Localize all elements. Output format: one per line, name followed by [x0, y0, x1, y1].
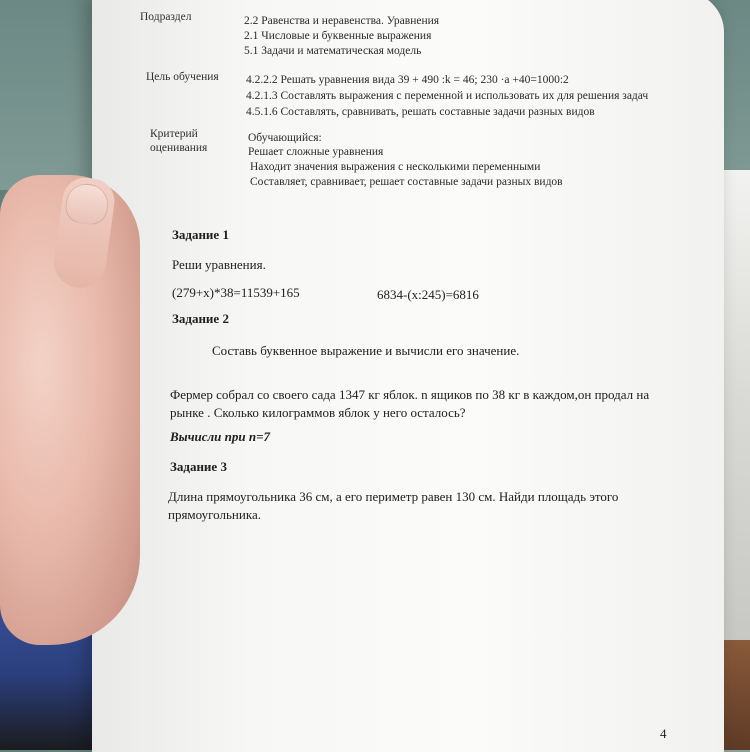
- task-3-problem-line: Длина прямоугольника 36 см, а его периметр равен 130 см. Найди площадь этого: [168, 489, 619, 504]
- subsection-item: 2.2 Равенства и неравенства. Уравнения: [244, 15, 440, 27]
- goal-label: Цель обучения: [146, 71, 219, 83]
- task-2-problem-line: рынке . Сколько килограммов яблок у него осталось?: [170, 405, 466, 420]
- task-2-compute: Вычисли при n=7: [170, 429, 271, 444]
- task-1-heading: Задание 1: [172, 227, 229, 242]
- criteria-item: Составляет, сравнивает, решает составные задачи разных видов: [250, 176, 563, 188]
- goal-item: 4.2.1.3 Составлять выражения с переменной и использовать их для решения задач: [246, 90, 649, 102]
- equation-1: (279+x)*38=11539+165: [172, 285, 300, 300]
- subsection-item: 2.1 Числовые и буквенные выражения: [244, 30, 432, 42]
- task-3-heading: Задание 3: [170, 459, 227, 474]
- page-number: 4: [660, 726, 667, 741]
- task-1-instruction: Реши уравнения.: [172, 257, 266, 272]
- task-2-problem-line: Фермер собрал со своего сада 1347 кг яблок. n ящиков по 38 кг в каждом,он продал на: [170, 387, 650, 402]
- criteria-label: Критерий: [150, 128, 198, 140]
- subsection-label: Подраздел: [140, 11, 192, 23]
- equation-2: 6834-(x:245)=6816: [377, 287, 479, 302]
- subsection-item: 5.1 Задачи и математическая модель: [244, 45, 422, 57]
- task-2-heading: Задание 2: [172, 311, 229, 326]
- criteria-label: оценивания: [150, 142, 208, 154]
- task-3-problem-line: прямоугольника.: [168, 507, 261, 522]
- task-2-instruction: Составь буквенное выражение и вычисли его значение.: [212, 343, 520, 358]
- goal-item: 4.2.2.2 Решать уравнения вида 39 + 490 :k = 46; 230 ·a +40=1000:2: [246, 74, 569, 86]
- criteria-item: Обучающийся:: [248, 132, 322, 144]
- criteria-item: Решает сложные уравнения: [248, 146, 384, 158]
- criteria-item: Находит значения выражения с несколькими переменными: [250, 161, 541, 173]
- goal-item: 4.5.1.6 Составлять, сравнивать, решать составные задачи разных видов: [246, 106, 595, 118]
